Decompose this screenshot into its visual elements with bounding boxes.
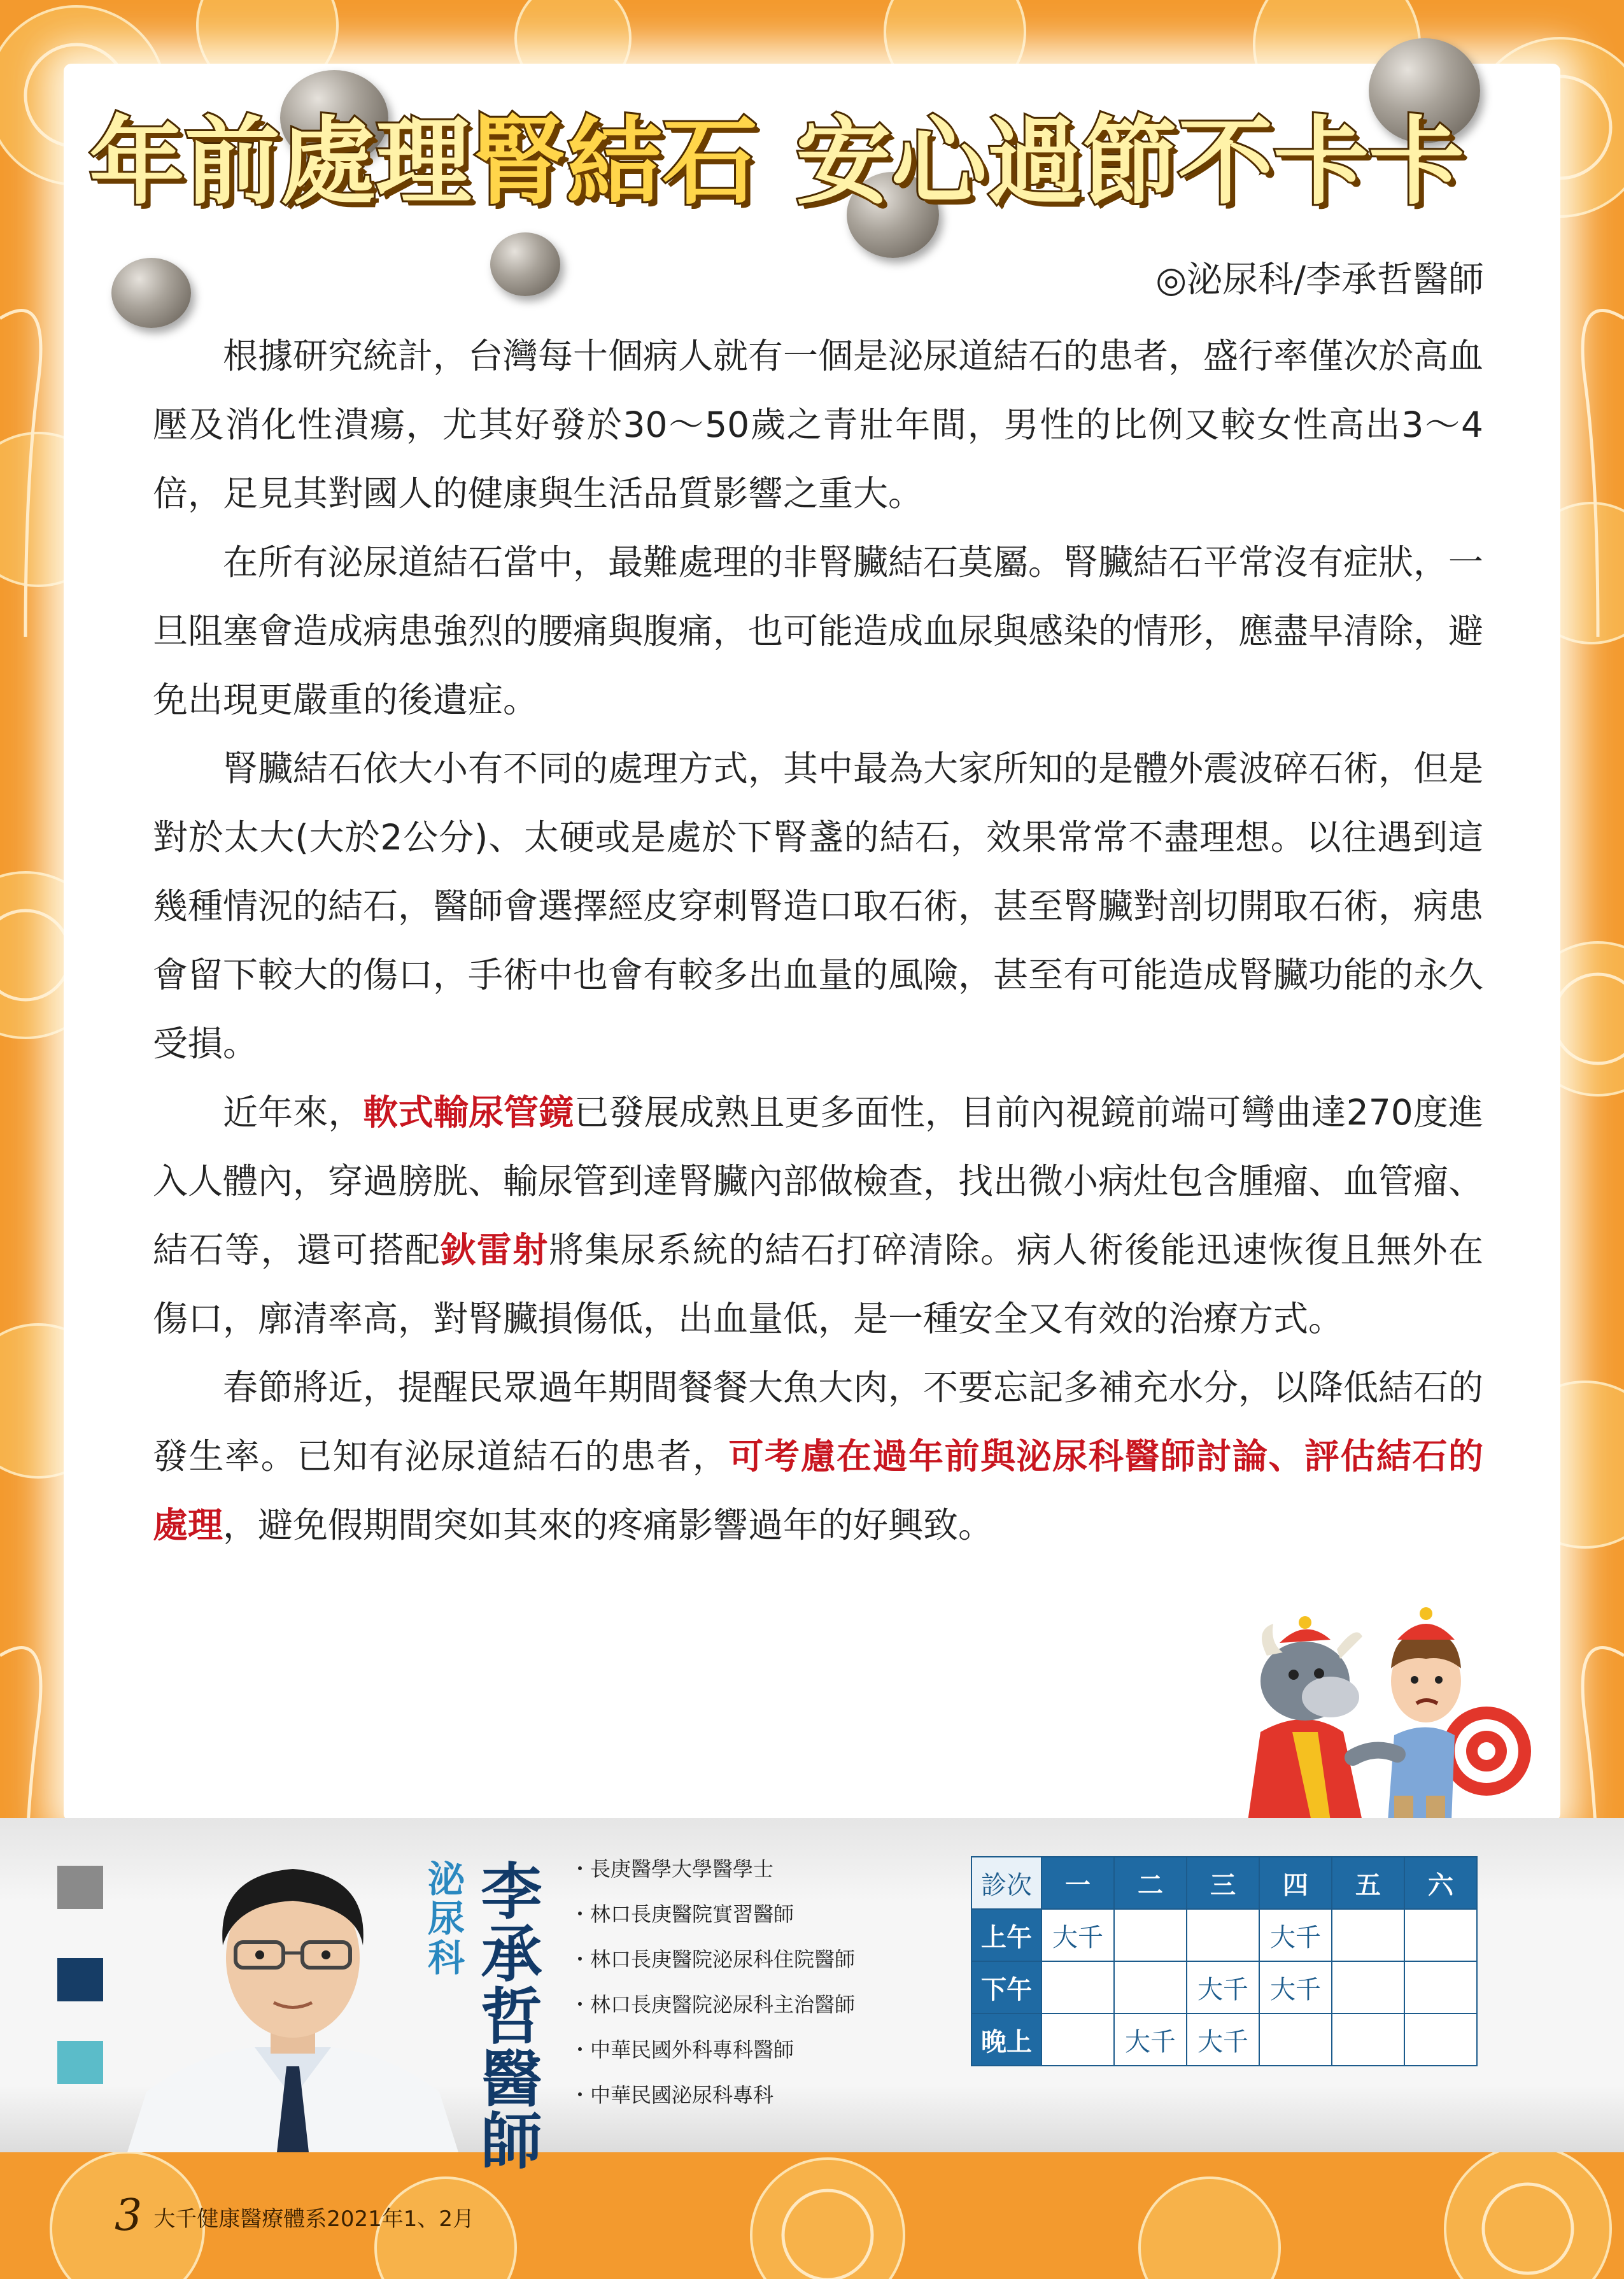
schedule-cell — [1041, 2013, 1114, 2066]
credential-item: ・林口長庚醫院泌尿科住院醫師 — [570, 1947, 856, 1971]
schedule-cell — [1332, 1961, 1404, 2013]
schedule-day: 六 — [1404, 1857, 1477, 1909]
kidney-stone-icon — [111, 258, 191, 328]
clinic-schedule-table — [971, 1856, 1478, 2066]
article-body — [153, 322, 1483, 1559]
article-title — [89, 108, 1553, 217]
schedule-cell — [1404, 1961, 1477, 2013]
schedule-cell — [1114, 1909, 1187, 1961]
schedule-day: 二 — [1114, 1857, 1187, 1909]
paragraph-3: 腎臟結石依大小有不同的處理方式，其中最為大家所知的是體外震波碎石術，但是對於太大(大於2公分)、太硬或是處於下腎盞的結石，效果常常不盡理想。以往遇到這幾種情況的結石，醫師會選擇經皮穿刺腎造口取石術，甚至腎臟對剖切開取石術，病患會留下較大的傷口，手術中也會有較多出血量的風險，甚至有可能造成腎臟功能的永久受損。 — [153, 748, 1484, 1064]
schedule-session: 下午 — [971, 1961, 1041, 2013]
credential-item: ・中華民國外科專科醫師 — [570, 2038, 794, 2062]
decor-square-teal — [57, 2041, 103, 2084]
credential-item: ・長庚醫學大學醫學士 — [570, 1857, 774, 1881]
kidney-stone-icon — [490, 232, 560, 296]
paragraph-4 — [153, 1078, 1483, 1353]
page-number: 3 — [115, 2190, 143, 2241]
schedule-corner: 診次 — [971, 1857, 1041, 1909]
schedule-cell — [1332, 1909, 1404, 1961]
schedule-cell — [1187, 1909, 1259, 1961]
paragraph-5-text: 春節將近，提醒民眾過年期間餐餐大魚大肉，不要忘記多補充水分，以降低結石的發生率。已知有泌尿道結石的患者， — [153, 1367, 1484, 1477]
paragraph-4-text: 已發展成熟且更多面性，目前內視鏡前端可彎曲達270度進入人體內，穿過膀胱、輸尿管到達腎臟內部做檢查，找出微小病灶包含腫瘤、血管瘤、結石等，還可搭配 — [153, 1092, 1484, 1270]
doctor-portrait — [127, 1818, 458, 2152]
schedule-header-row — [971, 1857, 1477, 1909]
schedule-day: 四 — [1259, 1857, 1332, 1909]
publication-name: 大千健康醫療體系2021年1、2月 — [153, 2206, 475, 2232]
schedule-cell: 大千 — [1041, 1909, 1114, 1961]
doctor-name: 李承哲醫師 — [471, 1859, 542, 2171]
highlight-consult-urologist: 可考慮在過年前與泌尿科醫師討論、評估結石的處理 — [153, 1436, 1483, 1545]
title-part-2: 腎結石 — [471, 107, 758, 218]
schedule-cell: 大千 — [1187, 1961, 1259, 2013]
credential-item: ・中華民國泌尿科專科 — [570, 2083, 774, 2107]
schedule-day: 五 — [1332, 1857, 1404, 1909]
page-footer — [115, 2190, 474, 2241]
schedule-cell: 大千 — [1187, 2013, 1259, 2066]
paragraph-1: 根據研究統計，台灣每十個病人就有一個是泌尿道結石的患者，盛行率僅次於高血壓及消化性潰瘍，尤其好發於30～50歲之青壯年間，男性的比例又較女性高出3～4倍，足見其對國人的健康與生活品質影響之重大。 — [153, 336, 1484, 514]
credential-item: ・林口長庚醫院泌尿科主治醫師 — [570, 1992, 856, 2017]
ox-and-man-illustration — [1235, 1605, 1534, 1821]
schedule-cell — [1114, 1961, 1187, 2013]
decor-square-gray — [57, 1866, 103, 1909]
schedule-day: 三 — [1187, 1857, 1259, 1909]
doctor-credentials — [570, 1850, 855, 2121]
schedule-session: 上午 — [971, 1909, 1041, 1961]
title-part-3: 安心過節不卡卡 — [796, 107, 1465, 218]
decor-square-navy — [57, 1958, 103, 2001]
schedule-row-evening — [971, 2013, 1477, 2066]
title-part-1: 年前處理 — [89, 107, 472, 218]
paragraph-5-text: ，避免假期間突如其來的疼痛影響過年的好興致。 — [223, 1505, 994, 1545]
author-byline: ◎泌尿科/李承哲醫師 — [1155, 259, 1484, 301]
schedule-session: 晚上 — [971, 2013, 1041, 2066]
paragraph-4-text: 將集尿系統的結石打碎清除。病人術後能迅速恢復且無外在傷口，廓清率高，對腎臟損傷低，出血量低，是一種安全又有效的治療方式。 — [153, 1230, 1483, 1339]
schedule-cell — [1404, 1909, 1477, 1961]
schedule-cell — [1332, 2013, 1404, 2066]
schedule-row-afternoon — [971, 1961, 1477, 2013]
schedule-day: 一 — [1041, 1857, 1114, 1909]
credential-item: ・林口長庚醫院實習醫師 — [570, 1902, 794, 1926]
schedule-cell — [1404, 2013, 1477, 2066]
schedule-row-morning — [971, 1909, 1477, 1961]
highlight-holmium-laser: 鈥雷射 — [441, 1230, 549, 1270]
schedule-cell: 大千 — [1259, 1909, 1332, 1961]
schedule-cell — [1259, 2013, 1332, 2066]
paragraph-5 — [153, 1353, 1483, 1559]
schedule-cell: 大千 — [1114, 2013, 1187, 2066]
highlight-flexible-ureteroscope: 軟式輸尿管鏡 — [363, 1092, 574, 1133]
doctor-department: 泌尿科 — [421, 1859, 465, 1978]
schedule-cell — [1041, 1961, 1114, 2013]
schedule-cell: 大千 — [1259, 1961, 1332, 2013]
paragraph-2: 在所有泌尿道結石當中，最難處理的非腎臟結石莫屬。腎臟結石平常沒有症狀，一旦阻塞會造成病患強烈的腰痛與腹痛，也可能造成血尿與感染的情形，應盡早清除，避免出現更嚴重的後遺症。 — [153, 542, 1484, 720]
paragraph-4-text: 近年來， — [223, 1092, 364, 1133]
